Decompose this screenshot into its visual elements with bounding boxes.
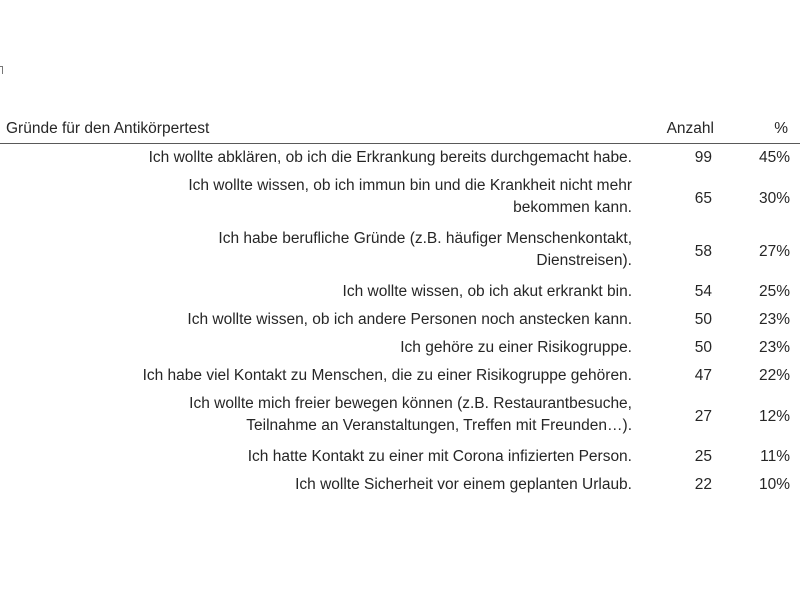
table-row [0,172,800,225]
row-reason: Ich wollte wissen, ob ich akut erkrankt bin. [342,283,632,300]
table-body [0,144,800,499]
row-reason: Ich habe viel Kontakt zu Menschen, die zu einer Risikogruppe gehören. [142,367,632,384]
row-reason: Ich wollte abklären, ob ich die Erkrankung bereits durchgemacht habe. [148,149,632,166]
row-count: 50 [694,339,712,356]
row-percent: 11% [760,448,790,465]
row-reason: Ich hatte Kontakt zu einer mit Corona infizierten Person. [247,448,632,465]
header-percent: % [774,120,788,137]
header-count: Anzahl [666,120,714,137]
table-row [0,225,800,278]
row-count: 25 [694,448,712,465]
row-reason: Ich wollte wissen, ob ich andere Personen noch anstecken kann. [187,311,632,328]
row-count: 22 [694,476,712,493]
row-reason: Ich wollte Sicherheit vor einem geplanten Urlaub. [295,476,632,493]
table-row [0,443,800,471]
table-row [0,390,800,443]
row-reason: Ich wollte wissen, ob ich immun bin und die Krankheit nicht mehr bekommen kann. [188,177,632,216]
row-count: 47 [694,367,712,384]
row-count: 54 [694,283,712,300]
row-count: 58 [694,243,712,260]
row-percent: 30% [758,190,790,207]
row-percent: 12% [758,408,790,425]
table-row [0,278,800,306]
header-reason: Gründe für den Antikörpertest [6,120,210,137]
row-count: 50 [694,311,712,328]
edge-mark [0,66,3,74]
row-reason: Ich wollte mich freier bewegen können (z.B. Restaurantbesuche, Teilnahme an Veranstaltungen, Treffen mit Freunden…). [189,395,632,434]
row-percent: 25% [758,283,790,300]
reasons-table [0,117,800,499]
row-percent: 23% [758,339,790,356]
row-percent: 22% [758,367,790,384]
table-row [0,471,800,499]
row-percent: 27% [758,243,790,260]
table-row [0,362,800,390]
table-row [0,144,800,172]
row-percent: 23% [758,311,790,328]
row-percent: 10% [758,476,790,493]
row-percent: 45% [758,149,790,166]
table-row [0,306,800,334]
row-reason: Ich gehöre zu einer Risikogruppe. [400,339,632,356]
row-count: 65 [694,190,712,207]
row-count: 99 [694,149,712,166]
table-row [0,334,800,362]
row-reason: Ich habe berufliche Gründe (z.B. häufiger Menschenkontakt, Dienstreisen). [218,230,632,269]
row-count: 27 [694,408,712,425]
table-header [0,117,800,144]
